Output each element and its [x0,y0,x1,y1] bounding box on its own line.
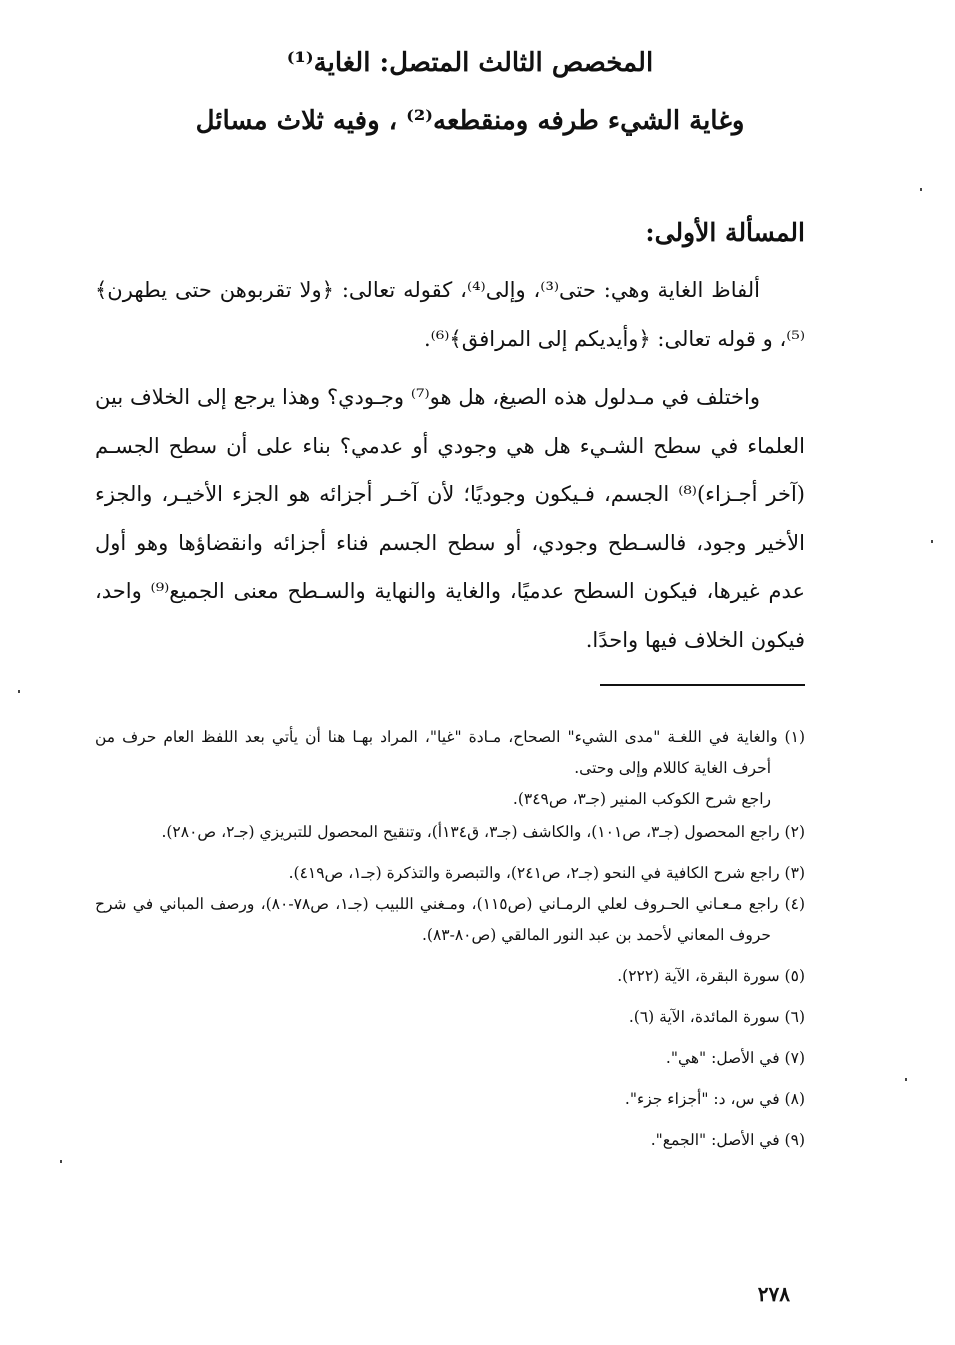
scan-speck [60,1160,62,1163]
scan-speck [18,690,20,693]
footnote-7: (٧) في الأصل: "هي". [665,1049,805,1067]
footnote-5: (٥) سورة البقرة، الآية (٢٢٢). [617,967,805,985]
body-paragraph-2: واختلف في مـدلول هذه الصيغ، هل هو⁽⁷⁾ وجـودي؟ وهذا يرجع إلى الخلاف بين العلماء في سطح الشـيء هل هي وجودي أو عدمي؟ بناء على أن سطح الجسـم (آخر أجـزاء)⁽⁸⁾ الجسم، فـيكون وجوديًا؛ لأن آخـر أجزائه هو الجزء الأخيـر، والجزء الأخير وجود، فالسـطح وجودي، أو سطح الجسم فناء أجزائه وانقضاؤها وهو أول عدم غيرها، فيكون السطح عدميًا، والغاية والنهاية والسـطح معنى الجميع⁽⁹⁾ واحد، فيكون الخلاف فيها واحدًا. [95,385,806,652]
section-title: المسألة الأولى: [645,218,805,247]
chapter-subtitle: وغاية الشيء طرفه ومنقطعه⁽²⁾ ، وفيه ثلاث مسائل [195,106,745,136]
footnote-3: (٣) راجع شرح الكافية في النحو (جـ٢، ص٢٤١)، والتبصرة والتذكرة (جـ١، ص٤١٩). [288,864,805,882]
scan-speck [905,1078,907,1081]
page-number: ٢٧٨ [757,1282,790,1306]
footnote-6: (٦) سورة المائدة، الآية (٦). [628,1008,805,1026]
chapter-title: المخصص الثالث المتصل: الغاية⁽¹⁾ [286,48,654,78]
footnote-2: (٢) راجع المحصول (جـ٣، ص١٠١)، والكاشف (جـ٣، ق١٣٤أ)، وتنقيح المحصول للتبريزي (جـ٢، ص٢٨٠). [161,823,805,841]
footnote-divider [600,684,805,686]
footnotes-list [95,722,805,1156]
scan-speck [931,540,933,543]
footnote-4: (٤) راجع مـعـاني الحـروف لعلي الرمـاني (ص١١٥)، ومـغني اللبيب (جـ١، ص٧٨-٨٠)، ورصف المباني في شرح حروف المعاني لأحمد بن عبد النور المالقي (ص٨٠-٨٣). [95,895,806,944]
footnote-1-continuation: راجع شرح الكوكب المنير (جـ٣، ص٣٤٩). [512,790,771,808]
body-paragraph-1: ألفاظ الغاية وهي: حتى⁽³⁾، وإلى⁽⁴⁾، كقوله تعالى: ﴿ولا تقربوهن حتى يطهرن﴾⁽⁵⁾، و قوله تعالى: ﴿وأيديكم إلى المرافق﴾⁽⁶⁾. [95,278,805,351]
scan-speck [920,188,922,191]
footnote-1: (١) والغاية في اللغـة "مدى الشيء" الصحاح، مـادة "غيا"، المراد بهـا هنا أن يأتي بعد اللفظ العام حرف من أحرف الغاية كاللام وإلى وحتى. [95,728,805,777]
footnote-8: (٨) في س، د: "أجزاء جزء". [624,1090,805,1108]
footnote-9: (٩) في الأصل: "الجمع". [650,1131,805,1149]
